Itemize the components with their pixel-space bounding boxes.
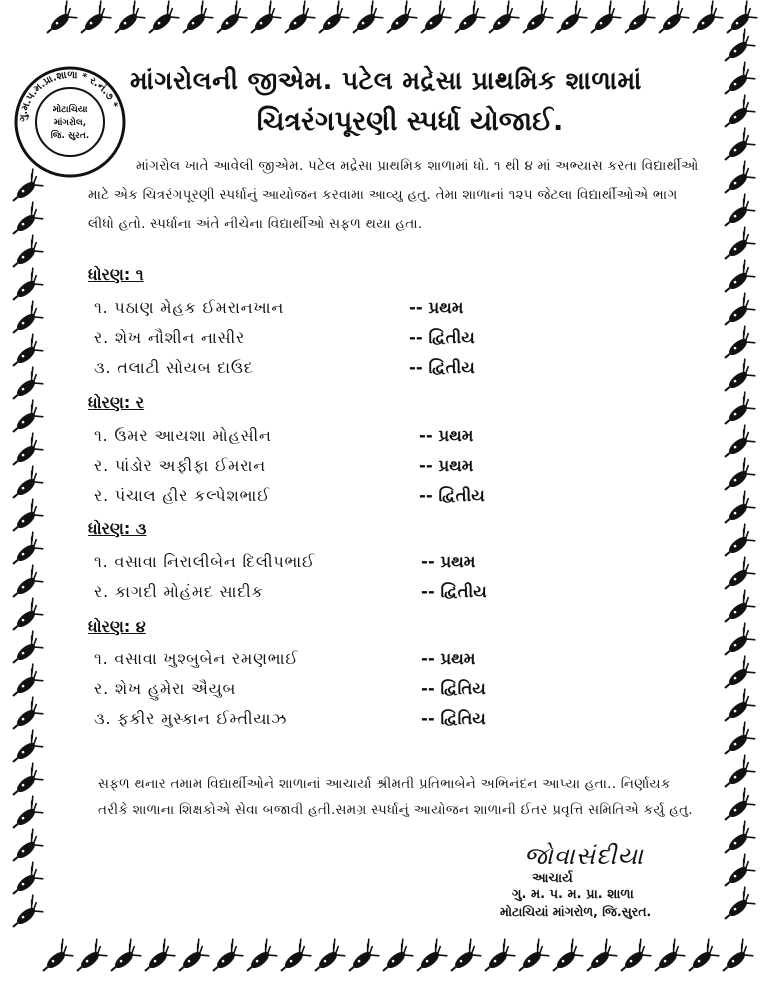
border-ornament	[651, 1, 691, 39]
border-ornament	[717, 161, 757, 199]
border-ornament	[5, 400, 45, 438]
winner-rank: -- પ્રથમ	[421, 649, 476, 668]
winner-rank: -- પ્રથમ	[409, 298, 464, 317]
border-ornament	[137, 939, 177, 977]
border-ornament	[141, 1, 181, 39]
border-ornament	[717, 359, 757, 397]
border-ornament	[5, 499, 45, 537]
border-ornament	[5, 235, 45, 273]
border-ornament	[717, 326, 757, 364]
border-ornament	[5, 565, 45, 603]
border-ornament	[73, 1, 113, 39]
border-ornament	[717, 260, 757, 298]
border-ornament	[613, 939, 653, 977]
border-ornament	[5, 334, 45, 372]
border-ornament	[243, 1, 283, 39]
winner-rank: -- દ્વિતીય	[409, 358, 475, 377]
border-ornament	[5, 697, 45, 735]
standard-2-heading: ધોરણ: ર	[88, 393, 145, 412]
border-ornament	[481, 1, 521, 39]
winner-name: ર. શેખ હુમેરા ઐયુબ	[94, 679, 237, 698]
winner-name: ર. શેખ નૌશીન નાસીર	[94, 328, 246, 347]
winner-name: ર. કાગદી મોહંમદ સાદીક	[94, 582, 264, 601]
border-ornament	[277, 1, 317, 39]
border-ornament	[549, 1, 589, 39]
border-ornament	[717, 128, 757, 166]
border-ornament	[239, 939, 279, 977]
border-ornament	[717, 29, 757, 67]
winner-rank: -- દ્વિતિય	[421, 679, 486, 698]
border-ornament	[717, 854, 757, 892]
border-ornament	[5, 829, 45, 867]
border-ornament	[5, 664, 45, 702]
border-ornament	[175, 1, 215, 39]
winner-name: ર. પંચાલ હીર કલ્પેશભાઈ	[94, 486, 271, 505]
border-ornament	[717, 656, 757, 694]
winner-rank: -- દ્વિતીય	[409, 328, 475, 347]
border-ornament	[5, 895, 45, 933]
winner-name: ર. પાંડોર અફીફા ઈમરાન	[94, 456, 266, 475]
winner-name: ૩. તલાટી સોયબ દાઉદ	[94, 358, 254, 377]
border-ornament	[717, 788, 757, 826]
border-ornament	[715, 939, 755, 977]
winner-name: ૧. પઠાણ મેહક ઈમરાનખાન	[94, 298, 285, 317]
border-ornament	[447, 1, 487, 39]
standard-3-heading: ધોરણ: ૩	[88, 519, 147, 538]
border-ornament	[107, 1, 147, 39]
border-ornament	[5, 796, 45, 834]
border-ornament	[39, 1, 79, 39]
border-ornament	[717, 821, 757, 859]
border-ornament	[341, 939, 381, 977]
border-ornament	[5, 367, 45, 405]
winner-name: ૧. વસાવા ખુશ્બુબેન રમણભાઈ	[94, 649, 299, 668]
winner-name: ૧. ઉમર આયશા મોહસીન	[94, 426, 272, 445]
winner-rank: -- દ્વિતીય	[421, 582, 487, 601]
winner-rank: -- પ્રથમ	[421, 552, 476, 571]
border-ornament	[681, 939, 721, 977]
border-ornament	[717, 557, 757, 595]
stamp-ring-text: ગુ.મ.પ.મ.પ્રા.શાળા * ર.નં.૭ *	[17, 69, 120, 123]
border-ornament	[717, 887, 757, 925]
border-ornament	[717, 491, 757, 529]
border-ornament	[273, 939, 313, 977]
winner-rank: -- પ્રથમ	[419, 426, 474, 445]
border-ornament	[579, 939, 619, 977]
border-ornament	[5, 532, 45, 570]
border-ornament	[511, 939, 551, 977]
stamp-line-1: મોટાચિયા	[52, 105, 88, 115]
standard-4-heading: ધોરણ: ૪	[88, 617, 146, 636]
school-address-line: મોટાચિયાં માંગરોળ, જિ.સુરત.	[500, 904, 652, 919]
border-ornament	[717, 524, 757, 562]
border-ornament	[171, 939, 211, 977]
border-ornament	[717, 722, 757, 760]
border-ornament	[717, 392, 757, 430]
border-ornament	[345, 1, 385, 39]
border-ornament	[5, 862, 45, 900]
border-ornament	[583, 1, 623, 39]
winner-rank: -- પ્રથમ	[419, 456, 474, 475]
border-ornament	[205, 939, 245, 977]
border-ornament	[35, 939, 75, 977]
border-ornament	[5, 598, 45, 636]
border-ornament	[717, 623, 757, 661]
page-title: માંગરોલની જીએમ. પટેલ મદ્રેસા પ્રાથમિક શાળામાં	[130, 66, 642, 95]
border-ornament	[477, 939, 517, 977]
winner-name: ૩. ફકીર મુસ્કાન ઈમ્તીયાઝ	[94, 709, 288, 728]
winner-rank: -- દ્વિતીય	[419, 486, 485, 505]
border-ornament	[717, 590, 757, 628]
border-ornament	[717, 194, 757, 232]
border-ornament	[375, 939, 415, 977]
border-ornament	[5, 730, 45, 768]
border-ornament	[311, 1, 351, 39]
stamp-line-2: માંગરોલ,	[53, 118, 87, 128]
border-ornament	[717, 458, 757, 496]
border-ornament	[209, 1, 249, 39]
border-ornament	[103, 939, 143, 977]
border-ornament	[5, 433, 45, 471]
border-ornament	[515, 1, 555, 39]
winner-name: ૧. વસાવા નિરાલીબેન દિલીપભાઈ	[94, 552, 316, 571]
closing-paragraph: સફળ થનાર તમામ વિદ્યાર્થીઓને શાળાનાં આચાર્યા શ્રીમતી પ્રતિભાબેને અભિનંદન આપ્યા હતા.. નિર્ણાયક તરીકે શાળાના શિક્ષકોએ સેવા બજાવી હતી.સમગ્ર સ્પર્ધાનું આયોજન શાળાની ઈતર પ્રવૃત્તિ સમિતિએ કર્યુ હતુ.	[98, 776, 693, 818]
border-ornament	[379, 1, 419, 39]
border-ornament	[717, 227, 757, 265]
border-ornament	[413, 1, 453, 39]
border-ornament	[5, 631, 45, 669]
border-ornament	[69, 939, 109, 977]
principal-signature: જોવાસંદીયા	[524, 842, 644, 870]
winner-rank: -- દ્વિતિય	[421, 709, 486, 728]
page-subtitle: ચિત્રરંગપૂરણી સ્પર્ધા યોજાઈ.	[256, 106, 564, 137]
border-ornament	[647, 939, 687, 977]
stamp-line-3: જિ. સુરત.	[50, 131, 90, 141]
border-ornament	[685, 1, 725, 39]
border-ornament	[5, 301, 45, 339]
border-ornament	[617, 1, 657, 39]
border-ornament	[717, 755, 757, 793]
border-ornament	[5, 763, 45, 801]
border-ornament	[409, 939, 449, 977]
border-ornament	[717, 293, 757, 331]
border-ornament	[719, 1, 759, 39]
border-ornament	[443, 939, 483, 977]
border-ornament	[5, 466, 45, 504]
school-name-line: ગુ. મ. પ. મ. પ્રા. શાળા	[512, 887, 634, 902]
border-ornament	[717, 95, 757, 133]
border-ornament	[717, 425, 757, 463]
border-ornament	[5, 202, 45, 240]
border-ornament	[5, 268, 45, 306]
intro-paragraph: માંગરોલ ખાતે આવેલી જીએમ. પટેલ મદ્રેસા પ્રાથમિક શાળામાં ધો. ૧ થી ૪ માં અભ્યાસ કરતા વિદ્યાર્થીઓ માટે એક ચિત્રરંગપૂરણી સ્પર્ધાનું આયોજન કરવામા આવ્યુ હતુ. તેમા શાળાનાં ૧૨૫ જેટલા વિદ્યાર્થીઓએ ભાગ લીધો હતો. સ્પર્ધાના અંતે નીચેના વિદ્યાર્થીઓ સફળ થયા હતા.	[88, 158, 699, 232]
principal-designation: આચાર્ય	[532, 871, 573, 886]
standard-1-heading: ધોરણ: ૧	[88, 265, 144, 284]
border-ornament	[717, 689, 757, 727]
border-ornament	[307, 939, 347, 977]
border-ornament	[545, 939, 585, 977]
